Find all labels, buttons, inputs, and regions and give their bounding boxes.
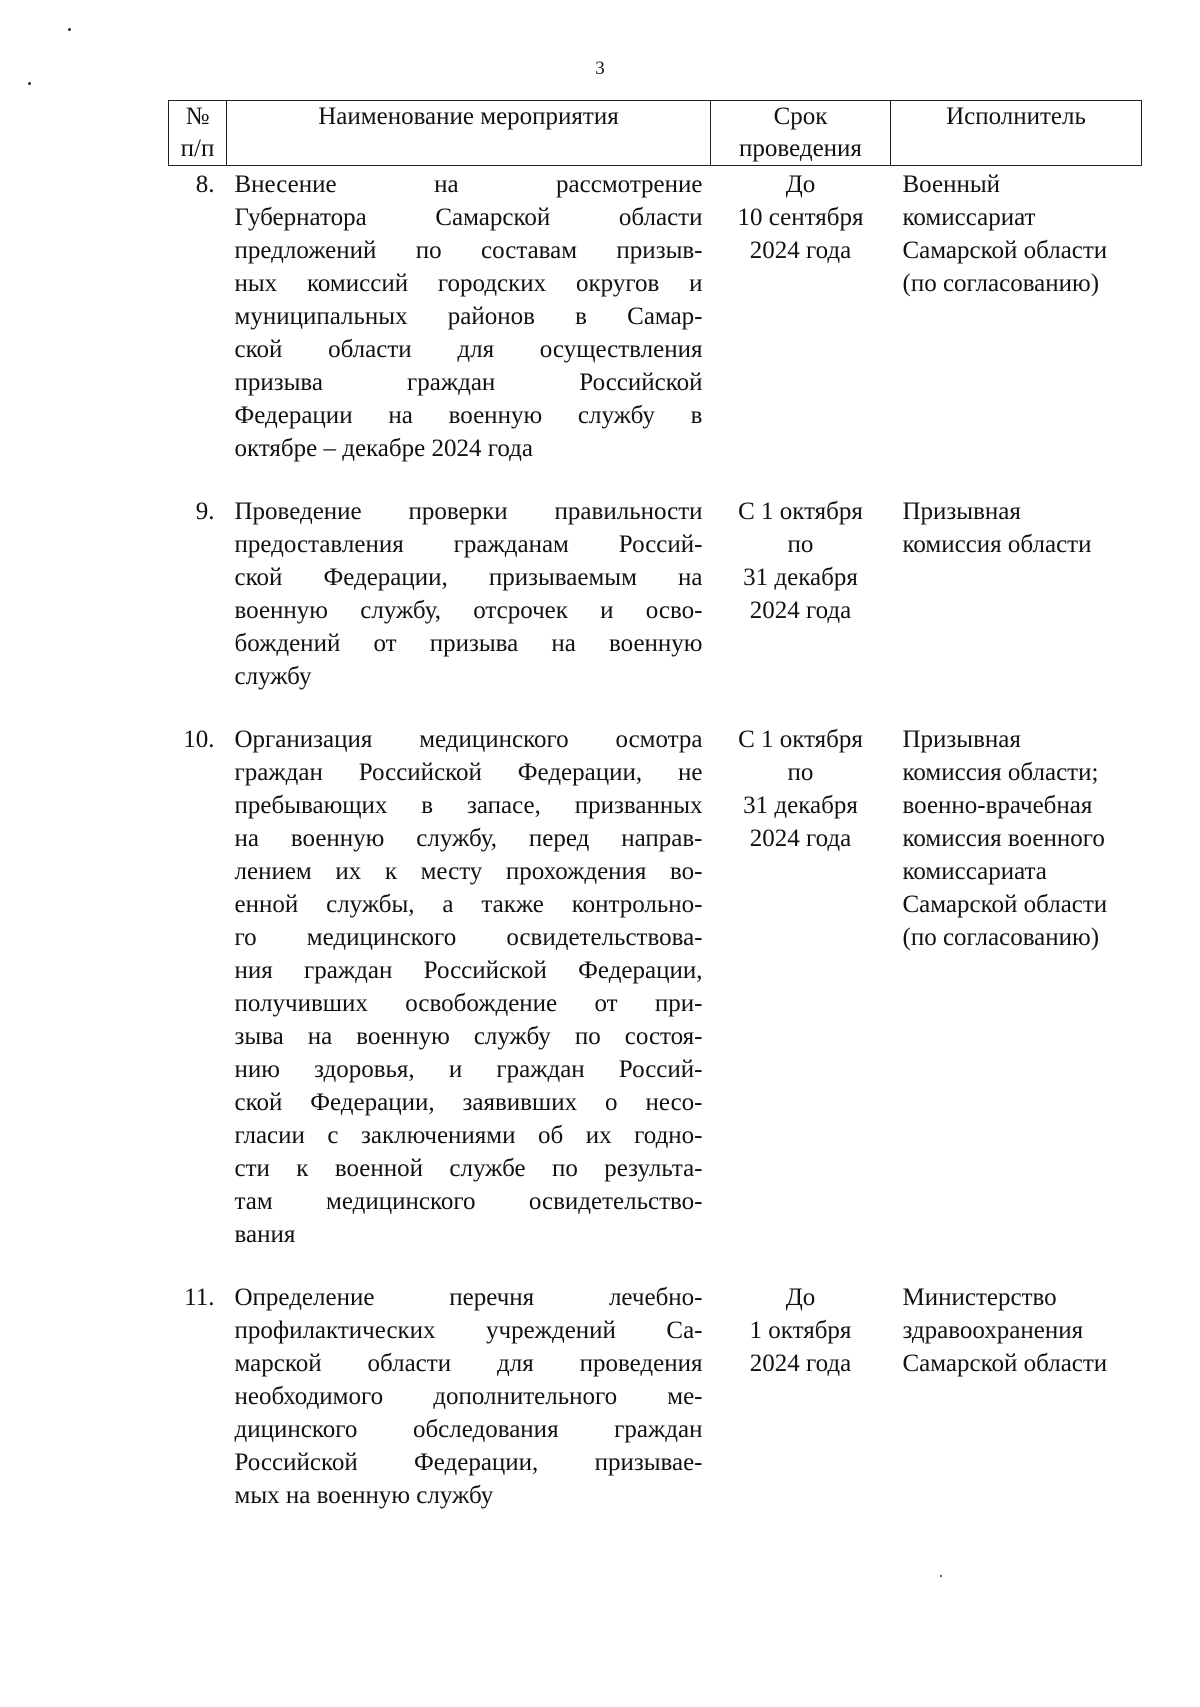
event-executor-line: военно-врачебная — [902, 792, 1093, 819]
event-name-line: необходимого дополнительного ме- — [234, 1383, 703, 1410]
header-num-line: № — [185, 103, 210, 130]
event-name-line: получивших освобождение от при- — [234, 990, 703, 1017]
event-name-line: гласии с заключениями об их годно- — [234, 1122, 703, 1149]
table-header-row — [169, 101, 1142, 166]
event-name — [227, 721, 711, 1251]
row-number: 10. — [183, 726, 215, 753]
row-number: 9. — [195, 498, 215, 525]
event-name — [227, 1279, 711, 1512]
event-name-line: на военную службу, перед направ- — [234, 825, 703, 852]
event-executor-line: (по согласованию) — [902, 270, 1100, 297]
table-row — [169, 493, 1142, 693]
event-executor-line: комиссия области; — [902, 759, 1099, 786]
row-number: 8. — [195, 171, 215, 198]
event-name-line: октябре – декабре 2024 года — [234, 435, 533, 462]
event-name-line: Организация медицинского осмотра — [234, 726, 703, 753]
event-executor-line: Призывная — [902, 498, 1021, 525]
header-name: Наименование мероприятия — [227, 101, 711, 166]
event-term-line: 2024 года — [749, 597, 852, 624]
event-name-line: предоставления гражданам Россий- — [234, 531, 703, 558]
row-number: 11. — [184, 1284, 215, 1311]
event-term — [711, 493, 891, 693]
event-name-line: призыва граждан Российской — [234, 369, 703, 396]
event-term-line: 31 декабря — [743, 792, 858, 819]
event-term-line: 1 октября — [749, 1317, 852, 1344]
event-executor-line: комиссариата — [902, 858, 1047, 885]
event-executor-line: Самарской области — [902, 237, 1108, 264]
event-name-line: лением их к месту прохождения во- — [234, 858, 703, 885]
scan-speck — [28, 82, 31, 85]
event-name-line: Определение перечня лечебно- — [234, 1284, 703, 1311]
event-term — [711, 166, 891, 466]
header-executor: Исполнитель — [891, 101, 1142, 166]
event-name-line: марской области для проведения — [234, 1350, 703, 1377]
row-spacer — [169, 1251, 1142, 1279]
event-executor — [891, 166, 1142, 466]
event-term — [711, 721, 891, 1251]
event-name-line: ния граждан Российской Федерации, — [234, 957, 703, 984]
table-row — [169, 166, 1142, 466]
event-name-line: вания — [234, 1221, 296, 1248]
event-name-line: Губернатора Самарской области — [234, 204, 703, 231]
event-executor-line: Призывная — [902, 726, 1021, 753]
event-term-line: 2024 года — [749, 825, 852, 852]
event-name-line: енной службы, а также контрольно- — [234, 891, 703, 918]
header-num-line: п/п — [180, 135, 215, 162]
event-name-line: Российской Федерации, призывае- — [234, 1449, 703, 1476]
event-term-line: 10 сентября — [737, 204, 864, 231]
event-term-line: 31 декабря — [743, 564, 858, 591]
event-name-line: мых на военную службу — [234, 1482, 494, 1509]
row-spacer — [169, 693, 1142, 721]
table-row — [169, 1279, 1142, 1512]
event-name-line: муниципальных районов в Самар- — [234, 303, 703, 330]
event-executor-line: здравоохранения — [902, 1317, 1084, 1344]
event-term-line: 2024 года — [749, 1350, 852, 1377]
event-executor-line: комиссия военного — [902, 825, 1105, 852]
event-executor — [891, 721, 1142, 1251]
row-spacer — [169, 465, 1142, 493]
event-term-line: по — [787, 531, 814, 558]
event-name-line: ных комиссий городских округов и — [234, 270, 703, 297]
event-name-line: ской области для осуществления — [234, 336, 703, 363]
event-name-line: го медицинского освидетельствова- — [234, 924, 703, 951]
page-number: 3 — [595, 58, 605, 79]
event-term-line: До — [785, 171, 816, 198]
event-name-line: Федерации на военную службу в — [234, 402, 703, 429]
event-name-line: пребывающих в запасе, призванных — [234, 792, 703, 819]
event-executor-line: Самарской области — [902, 891, 1108, 918]
table-body — [169, 166, 1142, 1513]
scan-speck — [940, 1575, 942, 1577]
event-executor-line: комиссия области — [902, 531, 1092, 558]
event-executor-line: Военный — [902, 171, 1001, 198]
event-executor — [891, 1279, 1142, 1512]
events-table — [168, 100, 1142, 1512]
event-name-line: Внесение на рассмотрение — [234, 171, 703, 198]
event-name-line: ской Федерации, заявивших о несо- — [234, 1089, 703, 1116]
event-name-line: там медицинского освидетельство- — [234, 1188, 703, 1215]
event-name-line: дицинского обследования граждан — [234, 1416, 703, 1443]
header-num — [169, 101, 227, 166]
header-term-line: проведения — [739, 135, 862, 162]
event-name-line: нию здоровья, и граждан Россий- — [234, 1056, 703, 1083]
event-name-line: ской Федерации, призываемым на — [234, 564, 703, 591]
event-term-line: по — [787, 759, 814, 786]
event-name — [227, 493, 711, 693]
event-name-line: предложений по составам призыв- — [234, 237, 703, 264]
event-name-line: профилактических учреждений Са- — [234, 1317, 703, 1344]
event-executor-line: Министерство — [902, 1284, 1057, 1311]
event-name-line: бождений от призыва на военную — [234, 630, 703, 657]
event-executor-line: (по согласованию) — [902, 924, 1100, 951]
event-name-line: сти к военной службе по результа- — [234, 1155, 703, 1182]
event-term-line: 2024 года — [749, 237, 852, 264]
scan-speck — [68, 28, 71, 31]
event-term-line: До — [785, 1284, 816, 1311]
event-term-line: С 1 октября — [738, 498, 863, 525]
event-executor-line: Самарской области — [902, 1350, 1108, 1377]
event-name-line: Проведение проверки правильности — [234, 498, 703, 525]
event-name-line: службу — [234, 663, 312, 690]
event-term-line: С 1 октября — [738, 726, 863, 753]
header-term-line: Срок — [773, 103, 828, 130]
event-name — [227, 166, 711, 466]
event-executor — [891, 493, 1142, 693]
event-term — [711, 1279, 891, 1512]
event-name-line: зыва на военную службу по состоя- — [234, 1023, 703, 1050]
event-name-line: военную службу, отсрочек и осво- — [234, 597, 703, 624]
event-executor-line: комиссариат — [902, 204, 1036, 231]
header-term — [711, 101, 891, 166]
table-row — [169, 721, 1142, 1251]
event-name-line: граждан Российской Федерации, не — [234, 759, 703, 786]
